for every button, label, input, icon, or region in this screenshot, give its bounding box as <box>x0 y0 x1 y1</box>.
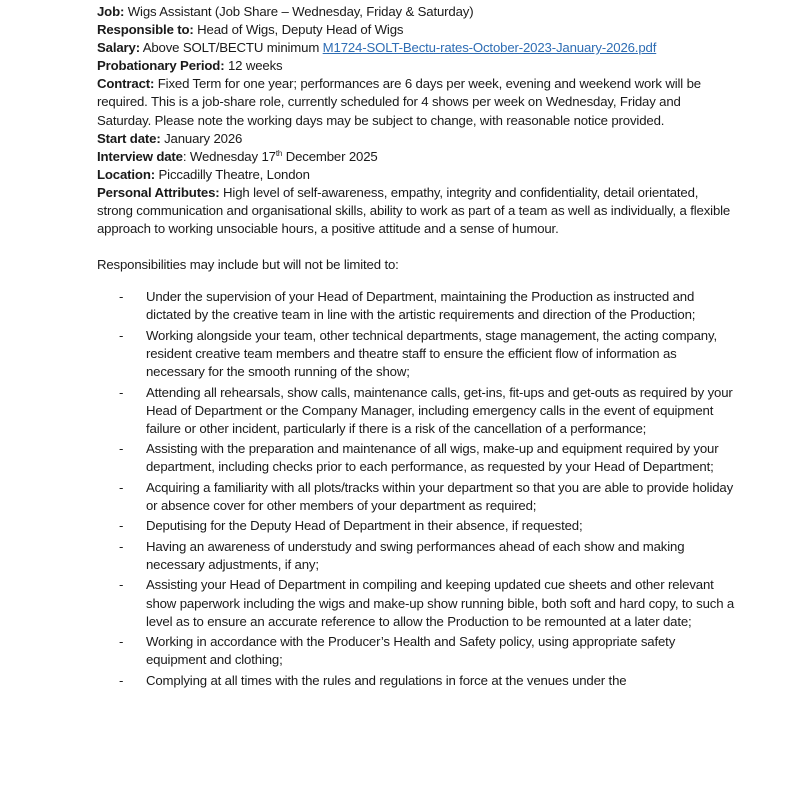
responsible-field <box>97 21 737 39</box>
location-field <box>97 166 737 184</box>
personal-attributes-value: High level of self-awareness, empathy, integrity and confidentiality, detail orientated, strong communication and organisational skills, ability to work as part of a team as well as individually, a flexible approach to working unsociable hours, a positive attitude and a sense of humour. <box>97 184 731 237</box>
bullet-dash: - <box>119 577 124 593</box>
job-field <box>97 3 737 21</box>
interview-date-month: December 2025 <box>282 148 378 164</box>
responsibilities-list <box>97 288 737 689</box>
responsibility-text: Deputising for the Deputy Head of Department in their absence, if requested; <box>146 518 583 534</box>
responsible-label: Responsible to: <box>97 22 194 38</box>
responsibility-item <box>97 538 737 574</box>
start-date-field <box>97 130 737 148</box>
start-date-value: January 2026 <box>160 130 243 146</box>
responsibility-text: Assisting with the preparation and maintenance of all wigs, make-up and equipment required by your department, including checks prior to each performance, as requested by your Head of Department; <box>146 441 719 475</box>
location-value: Piccadilly Theatre, London <box>155 166 310 182</box>
interview-date-label: Interview date <box>97 148 183 164</box>
responsibility-text: Attending all rehearsals, show calls, maintenance calls, get-ins, fit-ups and get-outs as required by your Head of Department or the Company Manager, including emergency calls in the event of equipment failure or other incident, particularly if there is a risk of the cancellation of a performance; <box>146 384 733 436</box>
job-label: Job: <box>97 4 125 19</box>
interview-date-field <box>97 148 737 166</box>
responsibility-item <box>97 633 737 669</box>
bullet-dash: - <box>119 327 124 343</box>
responsibility-item <box>97 440 737 476</box>
bullet-dash: - <box>119 538 124 554</box>
ordinal-suffix: th <box>275 148 283 158</box>
personal-attributes-label: Personal Attributes: <box>97 184 220 200</box>
probation-label: Probationary Period: <box>97 58 225 74</box>
responsibility-item <box>97 517 737 535</box>
bullet-dash: - <box>119 518 124 534</box>
responsibilities-intro: Responsibilities may include but will not be limited to: <box>97 257 399 273</box>
responsibility-text: Working in accordance with the Producer’s Health and Safety policy, using appropriate safety equipment and clothing; <box>146 634 676 668</box>
job-description-page <box>97 3 737 692</box>
responsible-value: Head of Wigs, Deputy Head of Wigs <box>193 22 404 38</box>
responsibility-item <box>97 327 737 381</box>
bullet-dash: - <box>119 384 124 400</box>
job-value: Wigs Assistant (Job Share – Wednesday, Friday & Saturday) <box>124 4 474 19</box>
bullet-dash: - <box>119 289 124 305</box>
salary-field <box>97 39 737 57</box>
responsibility-item <box>97 288 737 324</box>
spacer <box>97 238 737 256</box>
contract-field <box>97 75 737 129</box>
salary-value: Above SOLT/BECTU minimum <box>139 40 323 56</box>
responsibility-text: Assisting your Head of Department in compiling and keeping updated cue sheets and other relevant show paperwork including the wigs and make-up show running bible, both soft and hard copy, to such a level as to ensure an accurate reference to allow the Production to be remounted at a later date; <box>146 577 735 629</box>
responsibility-text: Having an awareness of understudy and swing performances ahead of each show and making necessary adjustments, if any; <box>146 538 685 572</box>
responsibility-text: Acquiring a familiarity with all plots/tracks within your department so that you are able to provide holiday or absence cover for other members of your department as required; <box>146 479 734 513</box>
interview-date-value: : Wednesday 17 <box>182 148 276 164</box>
responsibility-text: Complying at all times with the rules and regulations in force at the venues under the <box>146 672 627 688</box>
salary-rates-link[interactable]: M1724-SOLT-Bectu-rates-October-2023-January-2026.pdf <box>322 40 657 56</box>
contract-label: Contract: <box>97 76 155 92</box>
responsibility-text: Under the supervision of your Head of Department, maintaining the Production as instructed and dictated by the creative team in line with the artistic requirements and direction of the Production; <box>146 289 696 323</box>
salary-label: Salary: <box>97 40 140 56</box>
contract-value: Fixed Term for one year; performances are 6 days per week, evening and weekend work will be required. This is a job-share role, currently scheduled for 4 shows per week on Wednesday, Friday and Saturday. Please note the working days may be subject to change, with reasonable notice provided. <box>97 76 701 128</box>
responsibility-item <box>97 384 737 438</box>
bullet-dash: - <box>119 441 124 457</box>
location-label: Location: <box>97 166 155 182</box>
bullet-dash: - <box>119 479 124 495</box>
probation-field <box>97 57 737 75</box>
start-date-label: Start date: <box>97 130 161 146</box>
bullet-dash: - <box>119 672 124 688</box>
probation-value: 12 weeks <box>224 58 283 74</box>
bullet-dash: - <box>119 634 124 650</box>
responsibility-item <box>97 576 737 630</box>
responsibility-text: Working alongside your team, other technical departments, stage management, the acting company, resident creative team members and theatre staff to ensure the efficient flow of information as necessary for the smooth running of the show; <box>146 327 717 380</box>
responsibility-item <box>97 672 737 690</box>
responsibility-item <box>97 479 737 515</box>
personal-attributes-field <box>97 184 737 238</box>
